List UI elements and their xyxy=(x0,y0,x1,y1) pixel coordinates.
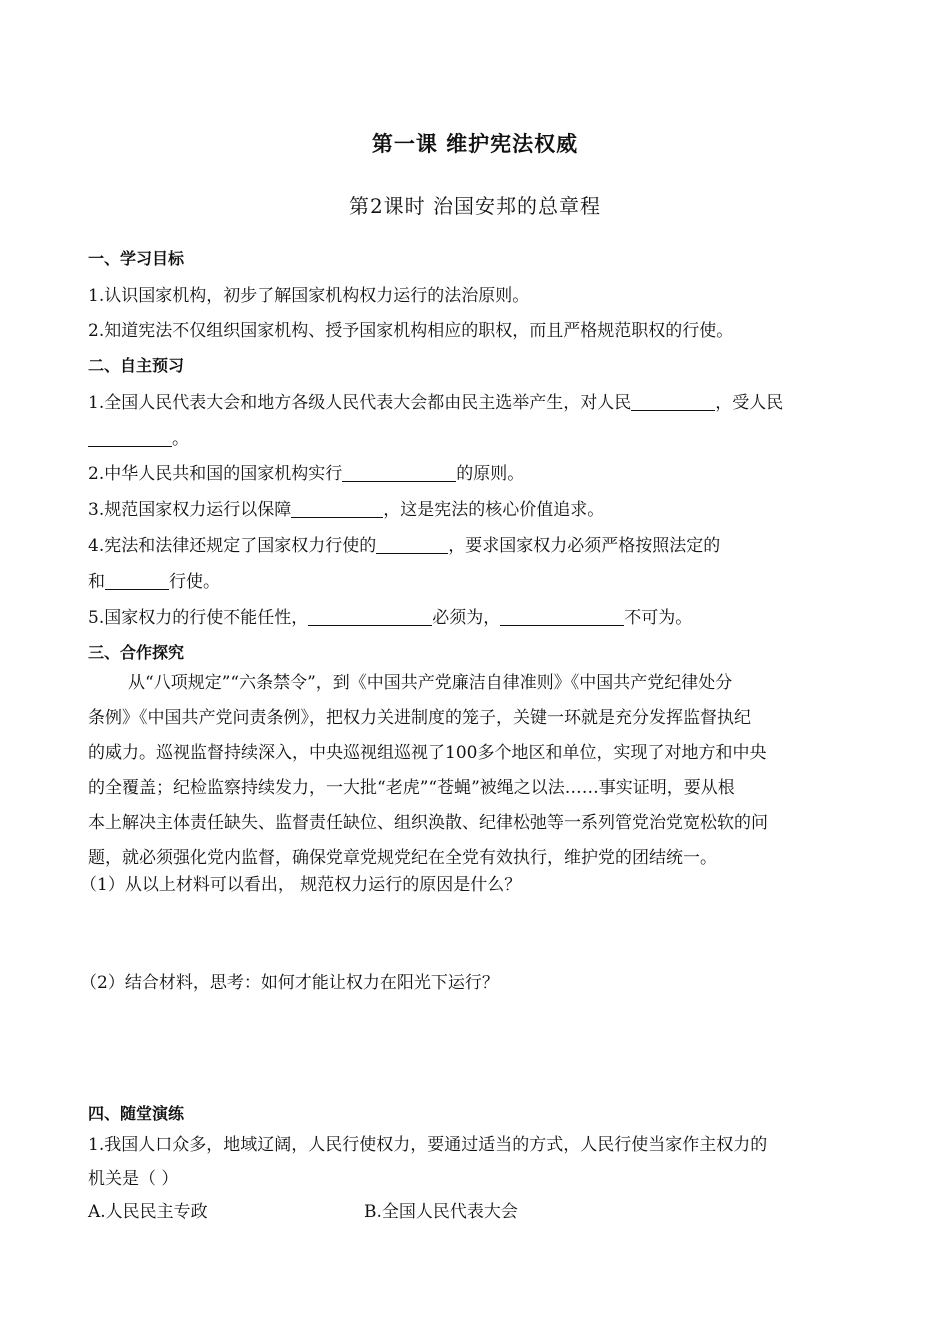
objective-item: 2.知道宪法不仅组织国家机构、授予国家机构相应的职权，而且严格规范职权的行使。 xyxy=(88,321,734,341)
preview-question-1-cont xyxy=(88,424,189,449)
material-line: 条例》《中国共产党问责条例》，把权力关进制度的笼子，关键一环就是充分发挥监督执纪 xyxy=(88,708,751,728)
question-text: 3.规范国家权力运行以保障 xyxy=(88,500,292,520)
answer-blank[interactable] xyxy=(88,429,172,447)
answer-blank[interactable] xyxy=(291,500,383,518)
objective-item: 1.认识国家机构，初步了解国家机构权力运行的法治原则。 xyxy=(88,286,530,306)
question-text: 4.宪法和法律还规定了国家权力行使的 xyxy=(88,536,377,556)
question-text: 。 xyxy=(172,429,189,449)
practice-question-1: 1.我国人口众多，地域辽阔，人民行使权力，要通过适当的方式，人民行使当家作主权力的 xyxy=(88,1135,768,1155)
answer-blank[interactable] xyxy=(631,393,715,411)
question-text: 不可为。 xyxy=(624,608,693,628)
material-line: 的威力。巡视监督持续深入，中央巡视组巡视了100多个地区和单位，实现了对地方和中央 xyxy=(88,743,767,763)
question-text: 1.全国人民代表大会和地方各级人民代表大会都由民主选举产生，对人民 xyxy=(88,393,632,413)
practice-question-1-cont: 机关是（ ） xyxy=(88,1169,179,1189)
question-text: 必须为， xyxy=(432,608,501,628)
preview-question-4-cont xyxy=(88,567,220,592)
material-line: 本上解决主体责任缺失、监督责任缺位、组织涣散、纪律松弛等一系列管党治党宽松软的问 xyxy=(88,813,768,833)
lesson-subtitle: 第2课时 治国安邦的总章程 xyxy=(348,194,602,218)
lesson-title: 第一课 维护宪法权威 xyxy=(371,131,579,156)
answer-blank[interactable] xyxy=(105,572,169,590)
answer-blank[interactable] xyxy=(342,464,456,482)
question-text: ，受人民 xyxy=(715,393,784,413)
preview-question-5 xyxy=(88,603,692,628)
answer-blank[interactable] xyxy=(500,608,624,626)
question-text: 5.国家权力的行使不能任性， xyxy=(88,608,309,628)
inquiry-material xyxy=(88,666,862,876)
inquiry-question-2: （2）结合材料，思考：如何才能让权力在阳光下运行？ xyxy=(80,973,499,993)
section-heading-practice: 四、随堂演练 xyxy=(88,1104,185,1123)
question-text: 行使。 xyxy=(169,572,220,592)
preview-question-4 xyxy=(88,531,720,556)
inquiry-question-1: （1）从以上材料可以看出， 规范权力运行的原因是什么？ xyxy=(80,875,522,895)
answer-blank[interactable] xyxy=(308,608,432,626)
material-line: 题，就必须强化党内监督，确保党章党规党纪在全党有效执行，维护党的团结统一。 xyxy=(88,848,717,868)
option-a[interactable]: A.人民民主专政 xyxy=(88,1202,208,1222)
question-text: 和 xyxy=(88,572,105,592)
material-line: 的全覆盖；纪检监察持续发力，一大批“老虎”“苍蝇”被绳之以法……事实证明，要从根 xyxy=(88,778,735,798)
preview-question-1 xyxy=(88,388,783,413)
question-text: 的原则。 xyxy=(456,464,525,484)
option-b[interactable]: B.全国人民代表大会 xyxy=(364,1202,518,1222)
preview-question-3 xyxy=(88,495,604,520)
answer-blank[interactable] xyxy=(376,536,448,554)
section-heading-preview: 二、自主预习 xyxy=(88,356,185,375)
question-text: 2.中华人民共和国的国家机构实行 xyxy=(88,464,343,484)
section-heading-objectives: 一、学习目标 xyxy=(88,249,185,268)
question-text: ，这是宪法的核心价值追求。 xyxy=(383,500,605,520)
question-text: ，要求国家权力必须严格按照法定的 xyxy=(448,536,721,556)
section-heading-inquiry: 三、合作探究 xyxy=(88,643,185,662)
preview-question-2 xyxy=(88,459,524,484)
material-line: 从“八项规定”“六条禁令”，到《中国共产党廉洁自律准则》《中国共产党纪律处分 xyxy=(128,673,733,693)
